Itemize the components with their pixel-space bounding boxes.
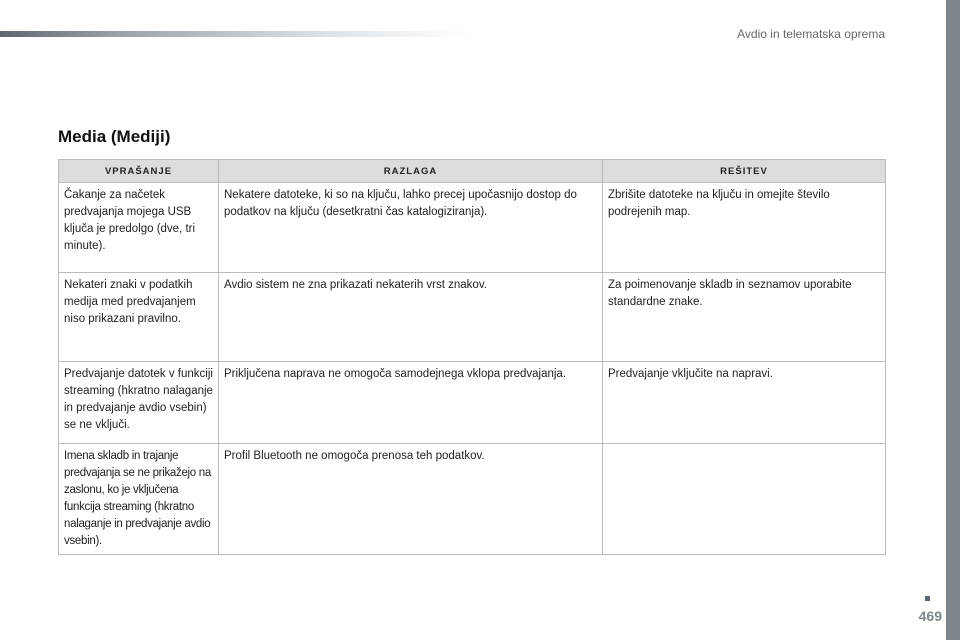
explanation-cell: Avdio sistem ne zna prikazati nekaterih vrst znakov.	[219, 273, 603, 362]
column-header-explanation: RAZLAGA	[219, 160, 603, 183]
page-number: 469	[918, 608, 942, 624]
table-row	[59, 273, 886, 362]
solution-cell	[603, 444, 886, 555]
explanation-cell: Profil Bluetooth ne omogoča prenosa teh podatkov.	[219, 444, 603, 555]
question-cell: Imena skladb in trajanje predvajanja se ne prikažejo na zaslonu, ko je vključena funkcija streaming (hkratno nalaganje in predvajanje avdio vsebin).	[59, 444, 219, 555]
explanation-cell: Priključena naprava ne omogoča samodejnega vklopa predvajanja.	[219, 362, 603, 444]
question-cell: Čakanje za načetek predvajanja mojega USB ključa je predolgo (dve, tri minute).	[59, 183, 219, 273]
page-marker-dot	[925, 596, 930, 601]
column-header-question: VPRAŠANJE	[59, 160, 219, 183]
header-accent-bar	[0, 31, 470, 37]
question-cell: Nekateri znaki v podatkih medija med predvajanjem niso prikazani pravilno.	[59, 273, 219, 362]
solution-cell: Za poimenovanje skladb in seznamov uporabite standardne znake.	[603, 273, 886, 362]
question-cell: Predvajanje datotek v funkciji streaming (hkratno nalaganje in predvajanje avdio vsebin) se ne vključi.	[59, 362, 219, 444]
solution-cell: Predvajanje vključite na napravi.	[603, 362, 886, 444]
table-row	[59, 444, 886, 555]
column-header-solution: REŠITEV	[603, 160, 886, 183]
section-label: Avdio in telematska oprema	[737, 27, 885, 41]
table-row	[59, 362, 886, 444]
table-row	[59, 183, 886, 273]
page-title: Media (Mediji)	[58, 127, 171, 146]
faq-table	[58, 159, 886, 555]
explanation-cell: Nekatere datoteke, ki so na ključu, lahko precej upočasnijo dostop do podatkov na ključu (desetkratni čas katalogiziranja).	[219, 183, 603, 273]
page-edge-strip	[946, 0, 960, 640]
table-header-row	[59, 160, 886, 183]
solution-cell: Zbrišite datoteke na ključu in omejite število podrejenih map.	[603, 183, 886, 273]
